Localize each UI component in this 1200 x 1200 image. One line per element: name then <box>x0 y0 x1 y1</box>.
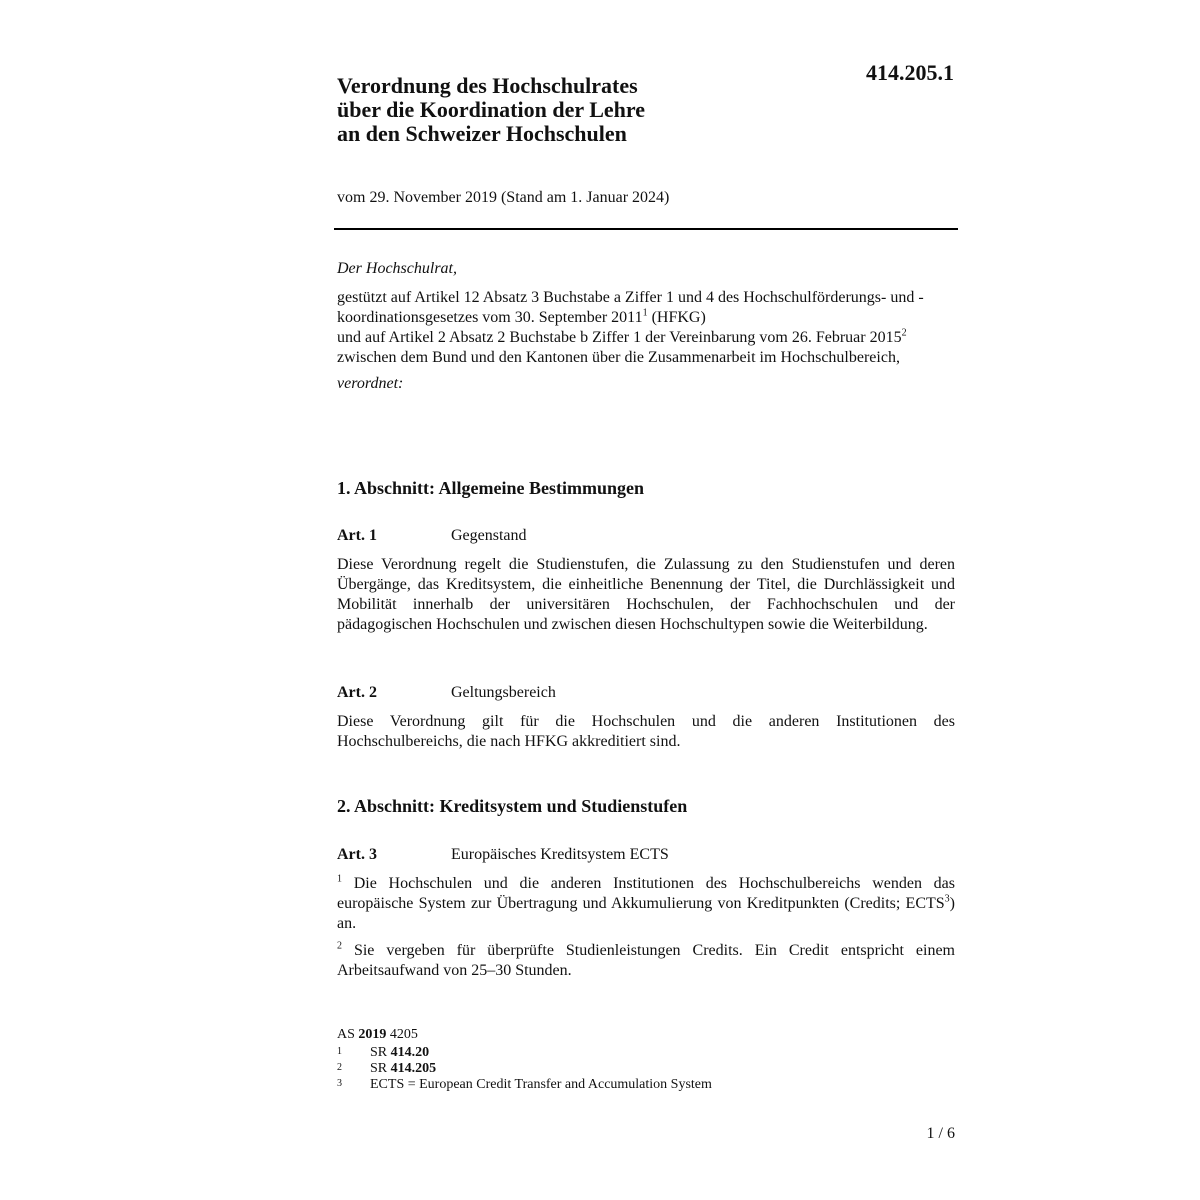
as-year: 2019 <box>358 1027 387 1042</box>
footnote-mark: 3 <box>337 1078 342 1089</box>
footnote-mark: 2 <box>337 1062 342 1073</box>
date-line: vom 29. November 2019 (Stand am 1. Januar 2024) <box>337 189 670 206</box>
preamble-authority: Der Hochschulrat, <box>337 260 457 277</box>
footnote <box>337 1077 955 1093</box>
paragraph-number: 1 <box>337 873 342 885</box>
article-body <box>337 712 955 752</box>
article-number: Art. 1 <box>337 527 377 544</box>
article-header <box>337 683 955 703</box>
article-paragraph <box>337 874 955 934</box>
footnotes <box>337 1027 955 1093</box>
footnote-prefix: SR <box>370 1061 391 1076</box>
section-heading: 1. Abschnitt: Allgemeine Bestimmungen <box>337 478 645 498</box>
footnote <box>337 1061 955 1077</box>
article-title: Europäisches Kreditsystem ECTS <box>451 846 669 863</box>
article-1 <box>337 526 955 642</box>
preamble-basis-hfkg <box>337 288 955 328</box>
as-page: 4205 <box>386 1027 418 1042</box>
footnote-sr-link[interactable]: 414.205 <box>390 1061 437 1076</box>
official-compilation-ref <box>337 1027 955 1043</box>
preamble-basis-agreement <box>337 328 955 368</box>
title-line: über die Koordination der Lehre <box>337 97 646 122</box>
footnote-prefix: SR <box>370 1045 391 1060</box>
page-number: 1 / 6 <box>926 1125 955 1142</box>
paragraph-text: Sie vergeben für überprüfte Studienleistungen Credits. Ein Credit entspricht einem Arbeitsaufwand von 25–30 Stunden. <box>337 942 955 979</box>
preamble <box>337 259 955 394</box>
document-title <box>337 74 645 146</box>
article-2 <box>337 683 955 759</box>
paragraph-number: 2 <box>337 940 342 952</box>
article-number: Art. 2 <box>337 684 377 701</box>
preamble-text: und auf Artikel 2 Absatz 2 Buchstabe b Ziffer 1 der Vereinbarung vom 26. Februar 2015 <box>337 329 902 346</box>
article-paragraph <box>337 941 955 981</box>
preamble-text: zwischen dem Bund und den Kantonen über die Zusammenarbeit im Hochschulbereich, <box>337 349 900 366</box>
title-divider <box>334 228 958 230</box>
section-heading: 2. Abschnitt: Kreditsystem und Studienstufen <box>337 796 688 816</box>
article-header <box>337 526 955 546</box>
footnote-mark: 1 <box>337 1046 342 1057</box>
footnote-rest: ECTS = European Credit Transfer and Accumulation System <box>370 1077 712 1092</box>
article-title: Geltungsbereich <box>451 684 556 701</box>
title-line: an den Schweizer Hochschulen <box>337 121 627 146</box>
article-paragraph: Diese Verordnung gilt für die Hochschulen und die anderen Institutionen des Hochschulbereichs, die nach HFKG akkreditiert sind. <box>337 713 955 750</box>
footnote-text <box>370 1045 429 1061</box>
preamble-text: (HFKG) <box>647 309 706 326</box>
footnote-text <box>370 1061 436 1077</box>
footnote-text <box>370 1077 712 1093</box>
article-title: Gegenstand <box>451 527 527 544</box>
footnote-ref[interactable]: 1 <box>642 307 648 319</box>
preamble-text: gestützt auf Artikel 12 Absatz 3 Buchstabe a Ziffer 1 und 4 des Hochschulförderungs- und -koordinationsgesetzes vom 30. September 2011 <box>337 289 924 326</box>
article-number: Art. 3 <box>337 846 377 863</box>
footnote-sr-link[interactable]: 414.20 <box>390 1045 430 1060</box>
title-line: Verordnung des Hochschulrates <box>337 73 638 98</box>
as-prefix: AS <box>337 1027 359 1042</box>
paragraph-text: Die Hochschulen und die anderen Institutionen des Hochschulbereichs wenden das europäische System zur Übertragung und Akkumulierung von Kreditpunkten (Credits; ECTS <box>337 875 955 912</box>
article-3 <box>337 845 955 988</box>
article-body <box>337 874 955 981</box>
paragraph-text: ) an. <box>337 895 955 932</box>
article-paragraph: Diese Verordnung regelt die Studienstufen, die Zulassung zu den Studienstufen und deren Übergänge, das Kreditsystem, die einheitliche Benennung der Titel, die Durchlässigkeit und Mobilität innerhalb der universitären Hochschulen, der Fachhochschulen und der pädagogischen Hochschulen und zwischen diesen Hochschultypen sowie die Weiterbildung. <box>337 556 955 633</box>
footnote-ref[interactable]: 3 <box>944 893 950 905</box>
sr-number: 414.205.1 <box>866 60 954 85</box>
preamble-decree: verordnet: <box>337 375 404 392</box>
footnote-ref[interactable]: 2 <box>901 327 907 339</box>
article-header <box>337 845 955 865</box>
footnote <box>337 1045 955 1061</box>
article-body <box>337 555 955 635</box>
